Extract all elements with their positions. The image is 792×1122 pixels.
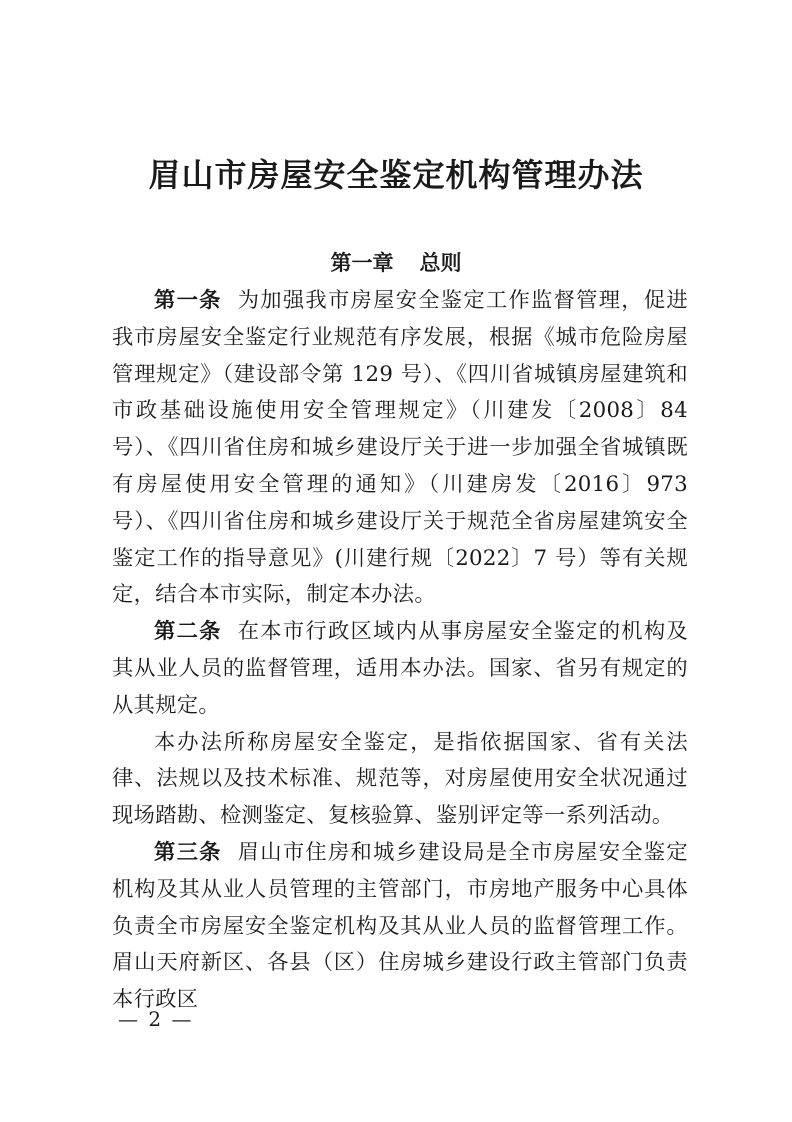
article-text: 在本市行政区域内从事房屋安全鉴定的机构及其从业人员的监督管理，适用本办法。国家、省另有规定的从其规定。 xyxy=(112,619,688,718)
chapter-name: 总则 xyxy=(419,251,462,275)
paragraph-article-3 xyxy=(112,835,688,1019)
document-title: 眉山市房屋安全鉴定机构管理办法 xyxy=(148,156,644,194)
article-text: 本办法所称房屋安全鉴定，是指依据国家、省有关法律、法规以及技术标准、规范等，对房屋使用安全状况通过现场踏勘、检测鉴定、复核验算、鉴别评定等一系列活动。 xyxy=(112,729,688,829)
chapter-heading xyxy=(0,247,792,277)
chapter-number: 第一章 xyxy=(330,251,394,275)
paragraph-definition xyxy=(112,725,688,835)
page-number: — 2 — xyxy=(118,1007,194,1031)
article-text: 为加强我市房屋安全鉴定工作监督管理，促进我市房屋安全鉴定行业规范有序发展，根据《城市危险房屋管理规定》（建设部令第 129 号）、《四川省城镇房屋建筑和市政基础设施使用安全管理规定》（川建发〔2008〕84 号）、《四川省住房和城乡建设厅关于进一步加强全省城镇既有房屋使用安全管理的通知》（川建房发〔2016〕973 号）、《四川省住房和城乡建设厅关于规范全省房屋建筑安全鉴定工作的指导意见》(川建行规〔2022〕7 号）等有关规定，结合本市实际，制定本办法。 xyxy=(112,288,688,608)
article-number: 第三条 xyxy=(154,839,222,865)
article-number: 第一条 xyxy=(154,288,222,313)
document-body xyxy=(112,283,688,1019)
article-text: 眉山市住房和城乡建设局是全市房屋安全鉴定机构及其从业人员管理的主管部门，市房地产服务中心具体负责全市房屋安全鉴定机构及其从业人员的监督管理工作。眉山天府新区、各县（区）住房城乡建设行政主管部门负责本行政区 xyxy=(112,839,688,1013)
paragraph-article-1 xyxy=(112,283,688,614)
paragraph-article-2 xyxy=(112,614,688,724)
article-number: 第二条 xyxy=(154,619,222,645)
